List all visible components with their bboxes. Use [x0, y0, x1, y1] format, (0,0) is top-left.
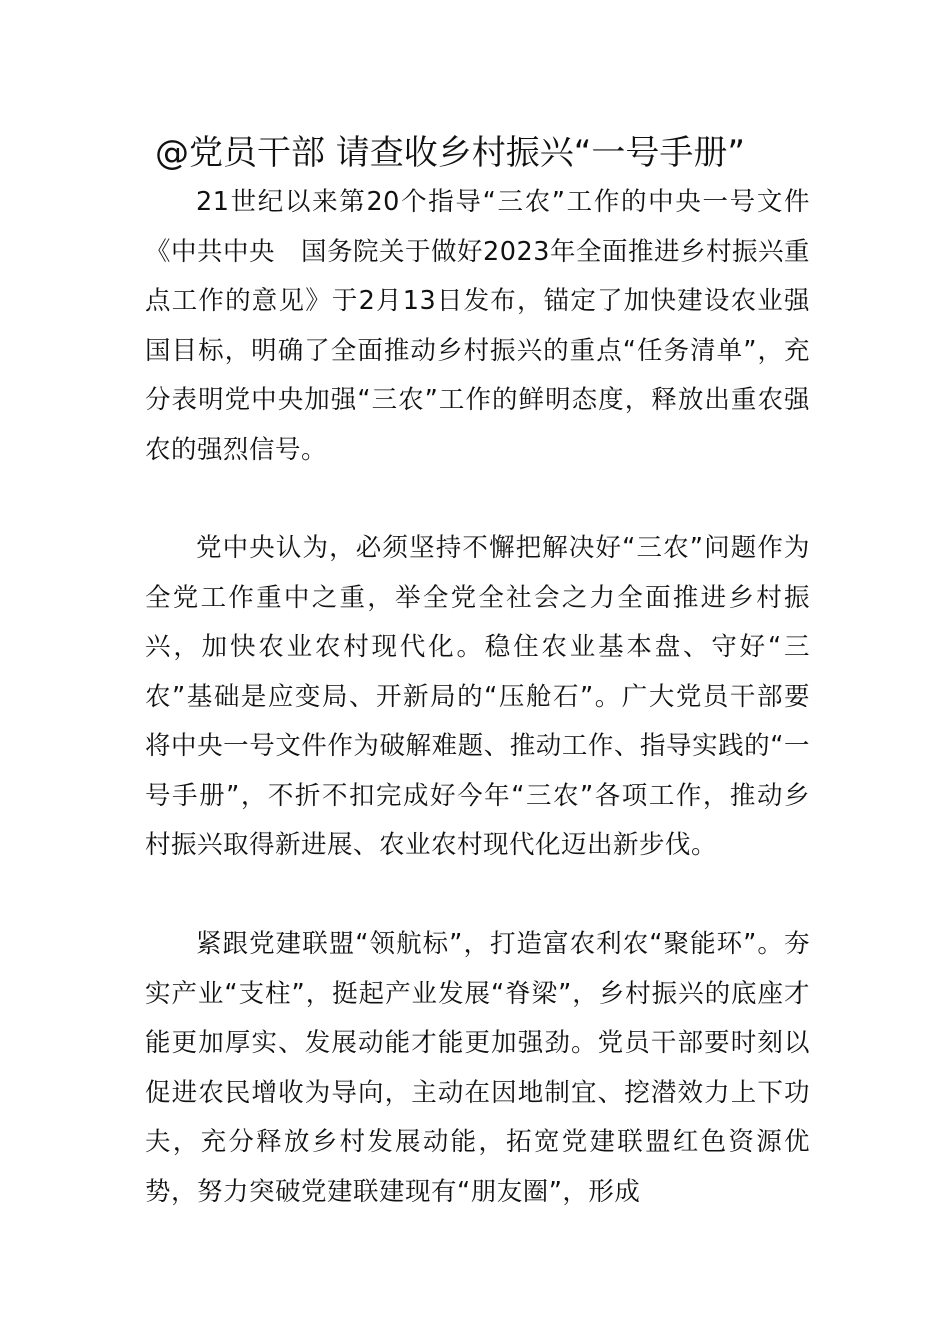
paragraph-3: 紧跟党建联盟“领航标”，打造富农利农“聚能环”。夯实产业“支柱”，挺起产业发展“脊梁”，乡村振兴的底座才能更加厚实、发展动能才能更加强劲。党员干部要时刻以促进农民增收为导向，主动在因地制宜、挖潜效力上下功夫，充分释放乡村发展动能，拓宽党建联盟红色资源优势，努力突破党建联建现有“朋友圈”，形成 — [145, 929, 810, 1207]
paragraph-2: 党中央认为，必须坚持不懈把解决好“三农”问题作为全党工作重中之重，举全党全社会之力全面推进乡村振兴，加快农业农村现代化。稳住农业基本盘、守好“三农”基础是应变局、开新局的“压舱石”。广大党员干部要将中央一号文件作为破解难题、推动工作、指导实践的“一号手册”，不折不扣完成好今年“三农”各项工作，推动乡村振兴取得新进展、农业农村现代化迈出新步伐。 — [145, 533, 810, 860]
paragraph-1: 21世纪以来第20个指导“三农”工作的中央一号文件《中共中央 国务院关于做好2023年全面推进乡村振兴重点工作的意见》于2月13日发布，锚定了加快建设农业强国目标，明确了全面推动乡村振兴的重点“任务清单”，充分表明党中央加强“三农”工作的鲜明态度，释放出重农强农的强烈信号。 — [145, 187, 810, 465]
document-title: @党员干部 请查收乡村振兴“一号手册” — [155, 133, 746, 173]
